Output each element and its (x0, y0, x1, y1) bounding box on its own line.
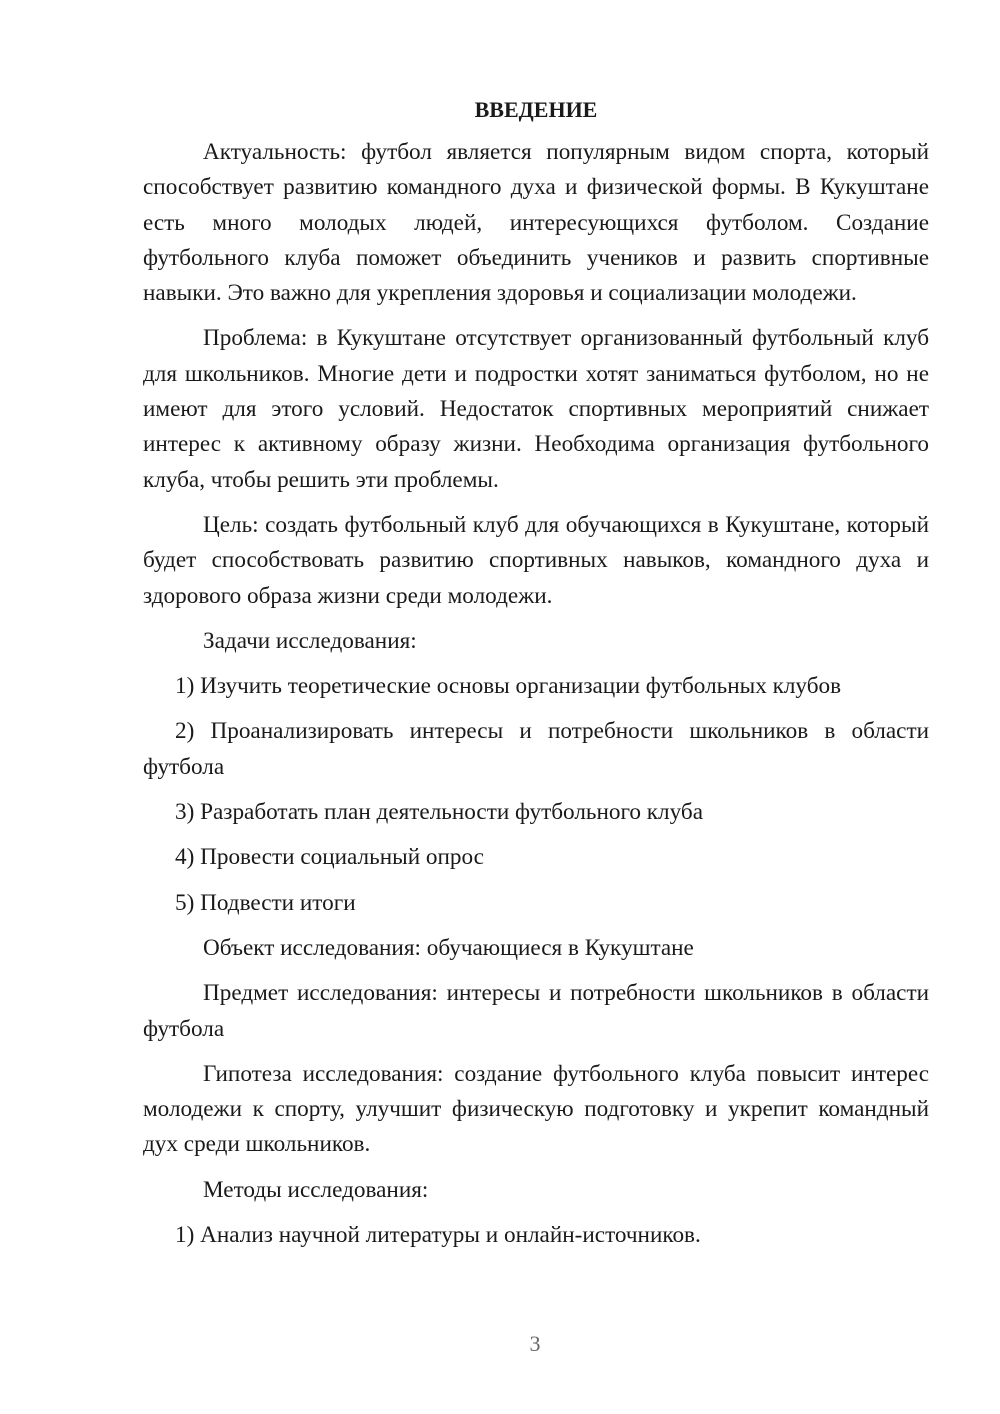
tasks-heading: Задачи исследования: (203, 627, 417, 654)
goal-paragraph: Цель: создать футбольный клуб для обучающихся в Кукуштане, который будет способствовать развитию спортивных навыков, командного духа и здорового образа жизни среди молодежи. (143, 511, 929, 609)
task-item: 2) Проанализировать интересы и потребности школьников в области футбола (143, 718, 929, 780)
relevance-paragraph: Актуальность: футбол является популярным видом спорта, который способствует развитию командного духа и физической формы. В Кукуштане есть много молодых людей, интересующихся футболом. Создание футбольного клуба поможет объединить учеников и развить спортивные навыки. Это важно для укрепления здоровья и социализации молодежи. (143, 139, 929, 307)
methods-heading: Методы исследования: (203, 1176, 429, 1203)
page-number: 3 (529, 1331, 541, 1356)
method-item: 1) Анализ научной литературы и онлайн-источников. (175, 1222, 701, 1249)
subject-paragraph: Предмет исследования: интересы и потребности школьников в области футбола (143, 980, 929, 1042)
task-item: 5) Подвести итоги (175, 889, 356, 916)
problem-paragraph: Проблема: в Кукуштане отсутствует организованный футбольный клуб для школьников. Многие дети и подростки хотят заниматься футболом, но не имеют для этого условий. Недостаток спортивных мероприятий снижает интерес к активному образу жизни. Необходима организация футбольного клуба, чтобы решить эти проблемы. (143, 325, 929, 493)
task-item: 3) Разработать план деятельности футбольного клуба (175, 799, 704, 826)
hypothesis-paragraph: Гипотеза исследования: создание футбольного клуба повысит интерес молодежи к спорту, улучшит физическую подготовку и укрепит командный дух среди школьников. (143, 1060, 929, 1158)
object-paragraph: Объект исследования: обучающиеся в Кукуштане (203, 934, 694, 961)
task-item: 1) Изучить теоретические основы организации футбольных клубов (175, 673, 842, 700)
document-page (143, 92, 929, 1263)
page-title: ВВЕДЕНИЕ (474, 97, 598, 122)
task-item: 4) Провести социальный опрос (175, 844, 484, 871)
